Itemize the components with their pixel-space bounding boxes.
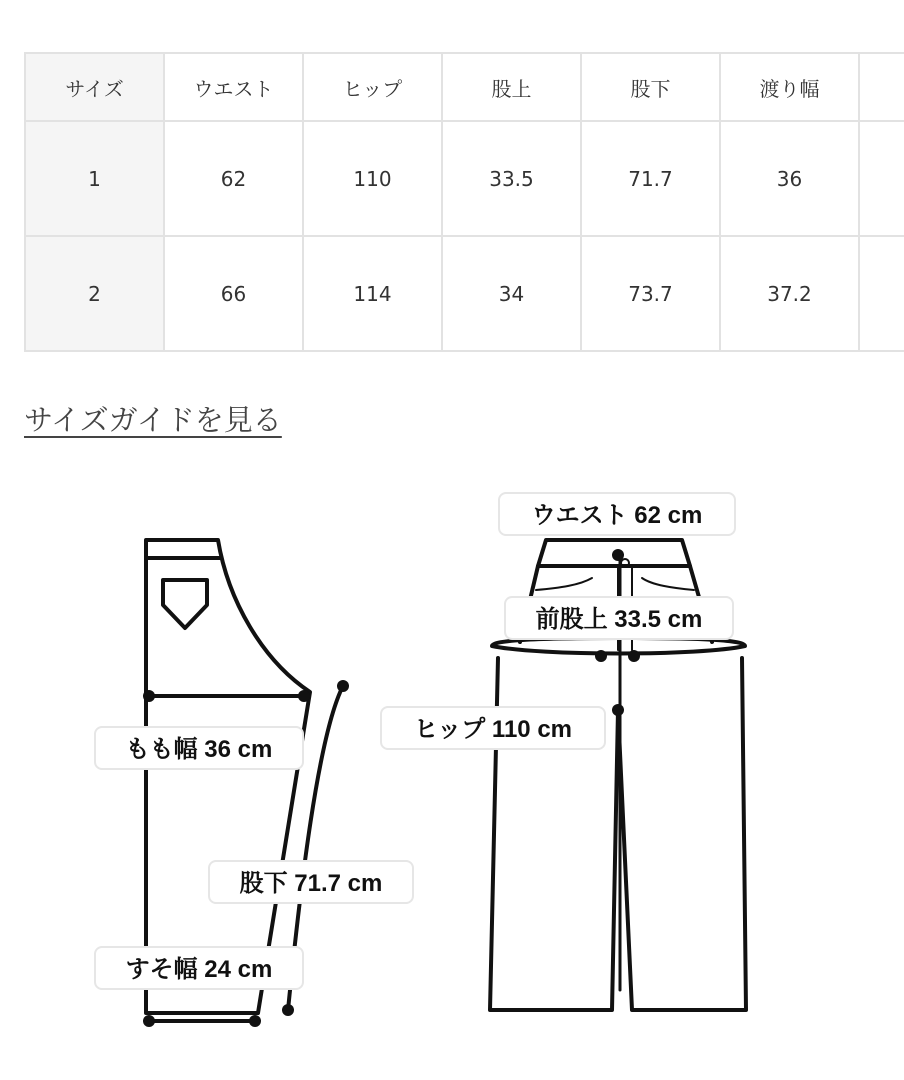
front-pocket-left [536, 578, 592, 590]
cell-cut-off [859, 121, 904, 236]
cell-thigh-width: 37.2 [720, 236, 859, 351]
cell-hip: 110 [303, 121, 442, 236]
header-hip: ヒップ [303, 53, 442, 121]
cell-inseam: 71.7 [581, 121, 720, 236]
measurement-diagram [0, 470, 904, 1070]
cell-size: 2 [25, 236, 164, 351]
table-row [25, 236, 904, 351]
front-pocket-right [642, 578, 694, 590]
cell-hip: 114 [303, 236, 442, 351]
hip-label: ヒップ 110 cm [380, 706, 606, 750]
cell-rise: 33.5 [442, 121, 581, 236]
size-guide-link[interactable]: サイズガイドを見る [24, 403, 282, 437]
thigh-right-point [298, 690, 310, 702]
front-rise-label: 前股上 33.5 cm [504, 596, 734, 640]
hip-center-point [612, 704, 624, 716]
thigh-width-label: もも幅 36 cm [94, 726, 304, 770]
rise-top-point [612, 549, 624, 561]
hem-left-point [143, 1015, 155, 1027]
cell-inseam: 73.7 [581, 236, 720, 351]
hem-right-point [249, 1015, 261, 1027]
back-pocket [163, 580, 207, 628]
size-table [24, 52, 904, 352]
inseam-top-point [337, 680, 349, 692]
header-size: サイズ [25, 53, 164, 121]
cell-thigh-width: 36 [720, 121, 859, 236]
waist-label: ウエスト 62 cm [498, 492, 736, 536]
thigh-left-point [143, 690, 155, 702]
inseam-bottom-point [282, 1004, 294, 1016]
cell-waist: 62 [164, 121, 303, 236]
cell-waist: 66 [164, 236, 303, 351]
table-header-row [25, 53, 904, 121]
table-row [25, 121, 904, 236]
header-thigh-width: 渡り幅 [720, 53, 859, 121]
cell-cut-off [859, 236, 904, 351]
cell-rise: 34 [442, 236, 581, 351]
hip-left-point [595, 650, 607, 662]
size-table-container[interactable] [24, 52, 904, 352]
header-waist: ウエスト [164, 53, 303, 121]
header-rise: 股上 [442, 53, 581, 121]
hem-width-label: すそ幅 24 cm [94, 946, 304, 990]
cell-size: 1 [25, 121, 164, 236]
rise-bottom-point [628, 650, 640, 662]
header-cut-off [859, 53, 904, 121]
inseam-label: 股下 71.7 cm [208, 860, 414, 904]
header-inseam: 股下 [581, 53, 720, 121]
